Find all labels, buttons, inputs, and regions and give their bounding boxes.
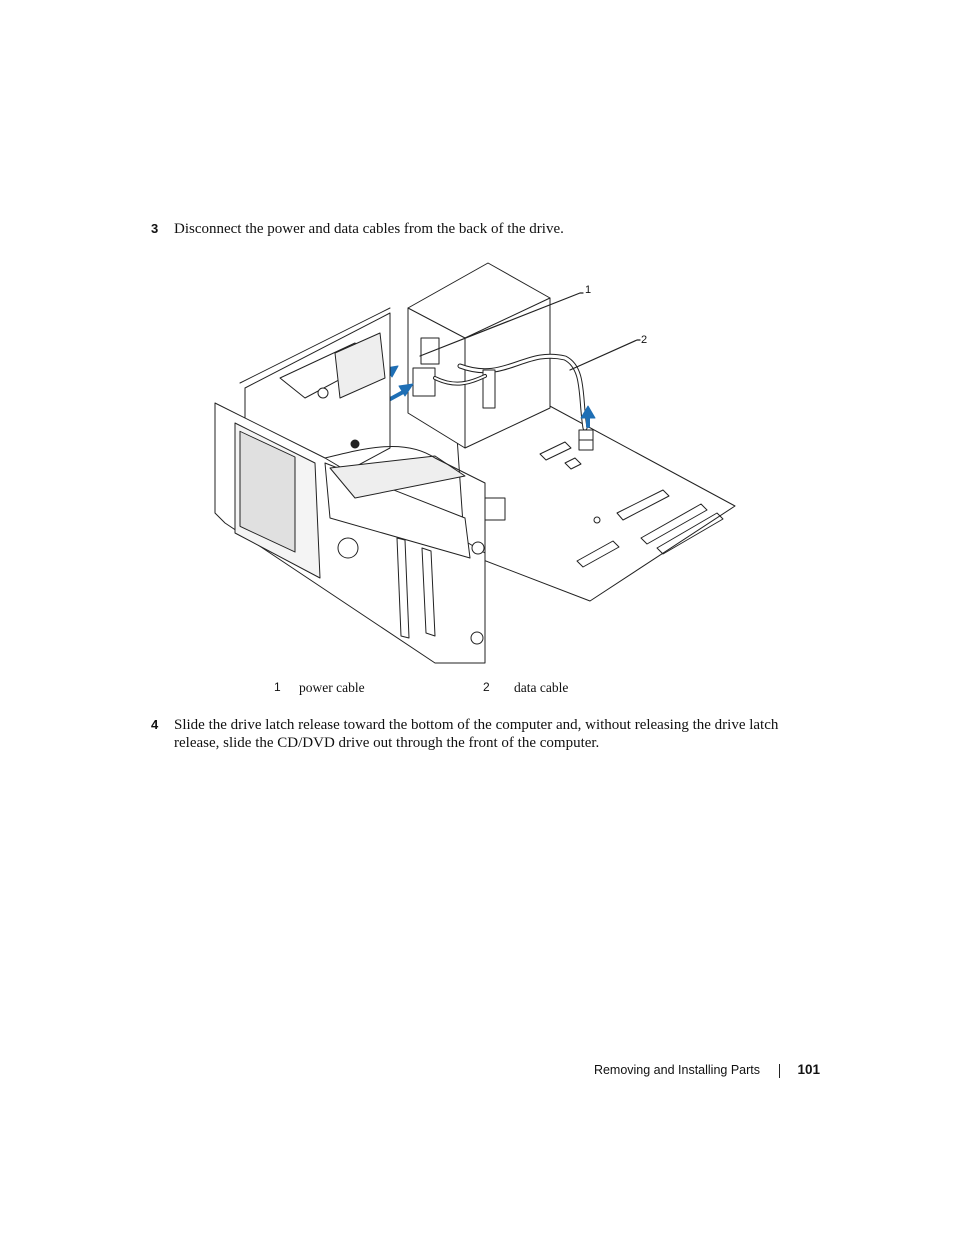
page-footer <box>560 1062 822 1082</box>
power-connector <box>413 368 435 396</box>
legend-label: power cable <box>299 680 365 695</box>
step-number: 3 <box>151 221 159 236</box>
footer-divider <box>779 1064 780 1078</box>
step-text: Disconnect the power and data cables from the back of the drive. <box>174 221 564 237</box>
legend-label: data cable <box>514 680 569 695</box>
step-number: 4 <box>151 717 159 732</box>
legend-number: 2 <box>483 680 490 694</box>
callout-1: 1 <box>585 284 592 296</box>
step-text: Slide the drive latch release toward the bottom of the computer and, without releasing the drive latch release, slide the CD/DVD drive out through the front of the computer. <box>174 717 779 751</box>
data-connector <box>421 338 439 364</box>
page-number: 101 <box>797 1062 820 1077</box>
legend-number: 1 <box>274 680 281 694</box>
callout-2: 2 <box>641 334 648 346</box>
footer-section-title: Removing and Installing Parts <box>593 1063 760 1077</box>
cd-dvd-drive-cable-illustration <box>205 258 750 668</box>
